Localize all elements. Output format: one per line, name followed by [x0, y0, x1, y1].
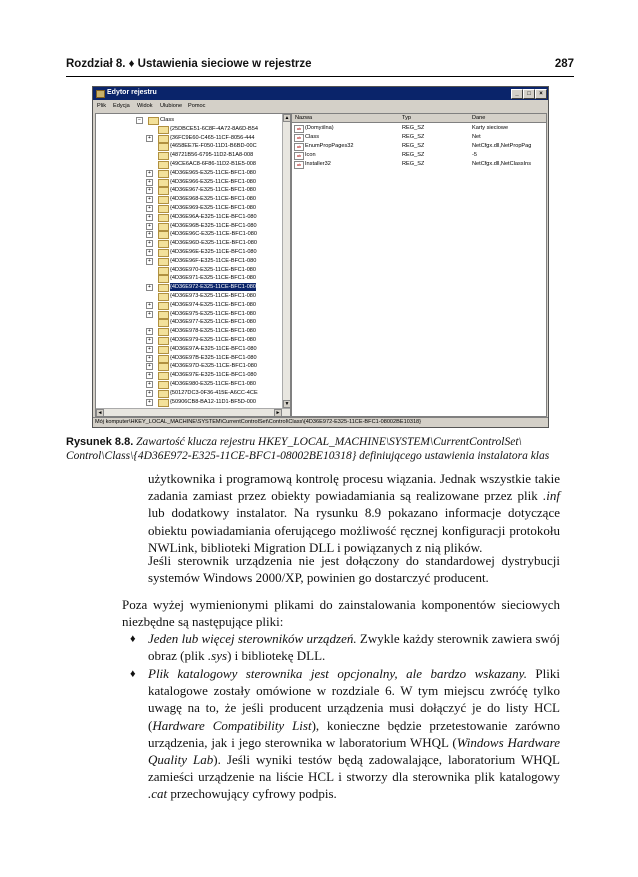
folder-icon [158, 355, 169, 363]
tree-item[interactable] [96, 239, 282, 247]
tree-item[interactable] [96, 248, 282, 256]
tree-item-label: {36FC9E60-C465-11CF-8056-444 [170, 134, 255, 141]
folder-icon [158, 319, 169, 327]
expand-icon[interactable]: + [146, 372, 153, 379]
string-value-icon: ab [294, 152, 304, 160]
folder-icon [158, 381, 169, 389]
tree-item-label: {4D36E967-E325-11CE-BFC1-080 [170, 187, 257, 194]
tree-item[interactable] [96, 318, 282, 326]
tree-item-label: {4D36E97D-E325-11CE-BFC1-080 [170, 363, 257, 370]
expand-icon[interactable]: + [146, 381, 153, 388]
expand-icon[interactable]: + [146, 328, 153, 335]
tree-item[interactable] [96, 345, 282, 353]
list-item[interactable]: ab (Domyślna) REG_SZ Karty sieciowe [292, 124, 546, 133]
tree-item[interactable] [96, 134, 282, 142]
expand-icon[interactable]: + [146, 337, 153, 344]
tree-item-label: {4D36E968-E325-11CE-BFC1-080 [170, 196, 257, 203]
tree-item[interactable] [96, 186, 282, 194]
scroll-right-icon[interactable]: ► [275, 410, 281, 416]
tree-item-label: {4D36E980-E325-11CE-BFC1-080 [170, 381, 257, 387]
column-name[interactable]: Nazwa [295, 115, 313, 121]
folder-icon [158, 196, 169, 204]
string-value-icon: ab [294, 125, 304, 133]
expand-icon[interactable]: + [146, 355, 153, 362]
folder-icon [158, 258, 169, 266]
expand-icon[interactable]: + [146, 223, 153, 230]
tree-item[interactable] [96, 362, 282, 370]
expand-icon[interactable]: + [146, 205, 153, 212]
string-value-icon: ab [294, 161, 304, 169]
expand-icon[interactable]: + [146, 363, 153, 370]
folder-icon [158, 240, 169, 248]
collapse-icon[interactable]: − [136, 117, 143, 124]
tree-item-label: {4D36E972-E325-11CE-BFC1-080 [170, 284, 257, 291]
folder-icon [158, 311, 169, 319]
folder-icon [158, 293, 169, 301]
tree-item-label: {4658EE7E-F050-11D1-B6BD-00C [170, 143, 257, 150]
tree-item-label: Class [160, 117, 174, 123]
tree-item[interactable] [96, 327, 282, 335]
tree-item-label: {49CE6AC8-6F86-11D2-B1E5-008 [170, 161, 257, 167]
expand-icon[interactable]: + [146, 196, 153, 203]
folder-icon [158, 187, 169, 195]
tree-item[interactable] [96, 222, 282, 230]
tree-item[interactable] [96, 336, 282, 344]
tree-item-label: {4D36E974-E325-11CE-BFC1-080 [170, 301, 257, 308]
tree-item-label: {4D36E977-E325-11CE-BFC1-080 [170, 319, 257, 326]
caption-line2: Control\Class\{4D36E972-E325-11CE-BFC1-08002BE10318} definiującego ustawienia instalatora klas [66, 449, 550, 462]
expand-icon[interactable]: + [146, 179, 153, 186]
tree-item[interactable] [96, 301, 282, 309]
tree-item-label: {50906CB8-BA12-11D1-BF5D-000 [170, 398, 257, 405]
folder-icon [158, 346, 169, 354]
folder-icon [158, 390, 169, 398]
folder-icon [158, 214, 169, 222]
caption-label: Rysunek 8.8. [66, 436, 134, 448]
expand-icon[interactable]: + [146, 258, 153, 265]
folder-icon [158, 328, 169, 336]
caption-line1: Zawartość klucza rejestru HKEY_LOCAL_MACHINE\SYSTEM\CurrentControlSet\ [136, 436, 522, 448]
folder-icon [158, 275, 169, 283]
tree-item[interactable] [96, 178, 282, 186]
tree-item[interactable] [96, 371, 282, 379]
registry-editor-window [92, 86, 549, 428]
expand-icon[interactable]: + [146, 311, 153, 318]
tree-item-label: {4D36E965-E325-11CE-BFC1-080 [170, 169, 257, 176]
tree-item[interactable] [96, 116, 282, 124]
bullet-2: Plik katalogowy sterownika jest opcjonalny, ale bardzo wskazany. Pliki katalogowe zostały omówione w rozdziale 6. W tym miejscu zwróćę tylko uwagę na to, że jeśli producent urządzenia musi dołączyć je do listy HCL (Hardware Compatibility List), konieczne będzie przetestowanie zarówno urządzenia, jak i jego sterownika w laboratorium WHQL (Windows Hardware Quality Lab). Jeśli wyniki testów będą zadowalające, laboratorium WHQL zamieści urządzenie na liście HCL i stworzy dla sterownika plik katalogowy .cat przechowujący cyfrowy podpis. [148, 666, 561, 802]
tree-item-label: {4D36E96B-E325-11CE-BFC1-080 [170, 222, 257, 229]
tree-item[interactable] [96, 354, 282, 362]
tree-item-label: {4D36E97B-E325-11CE-BFC1-080 [170, 354, 257, 361]
string-value-icon: ab [294, 134, 304, 142]
tree-item[interactable] [96, 160, 282, 168]
tree-item[interactable] [96, 398, 282, 406]
menu-view[interactable]: Widok [137, 103, 153, 109]
bullet-1: Jeden lub więcej sterowników urządzeń. Zwykle każdy sterownik zawiera swój obraz (plik .sys) i bibliotekę DLL. [148, 631, 560, 664]
folder-icon [158, 161, 169, 169]
column-type[interactable]: Typ [402, 115, 412, 121]
menu-favorites[interactable]: Ulubione [160, 103, 183, 109]
folder-icon [158, 179, 169, 187]
tree-item[interactable] [96, 142, 282, 150]
expand-icon[interactable]: + [146, 399, 153, 406]
title-bar [93, 87, 548, 100]
menu-file[interactable]: Plik [97, 103, 107, 109]
folder-icon [158, 231, 169, 239]
paragraph-3: Poza wyżej wymienionymi plikami do zainstalowania komponentów sieciowych niezbędne są następujące pliki: [122, 597, 560, 630]
paragraph-1: użytkownika i programową kontrolę procesu wiązania. Jednak wszystkie takie zadania zamiast przez obiekty powiadamiania są realizowane przez plik .inf lub dodatkowy instalator. Na rysunku 8.9 pokazano informacje dotyczące obiektu powiadamiania oferującego możliwość ręcznej konfiguracji protokołu NWLink, biblioteki Migration DLL i powiązanych z nią plików. [148, 471, 560, 555]
folder-icon [148, 117, 159, 125]
tree-item-label: {4D36E97E-E325-11CE-BFC1-080 [170, 372, 257, 379]
expand-icon[interactable]: + [146, 346, 153, 353]
status-bar [93, 417, 548, 427]
tree-item[interactable] [96, 380, 282, 388]
bullet-icon: ♦ [130, 668, 136, 680]
tree-item-label: {4D36E96E-E325-11CE-BFC1-080 [170, 249, 257, 255]
folder-icon [158, 126, 169, 134]
tree-item-label: {25DBCE51-6C8F-4A72-8A6D-B54 [170, 125, 258, 132]
tree-item-label: {4D36E96F-E325-11CE-BFC1-080 [170, 257, 257, 264]
folder-icon [158, 223, 169, 231]
folder-icon [158, 372, 169, 380]
tree-item-label: {4D36E96D-E325-11CE-BFC1-080 [170, 240, 257, 247]
folder-icon [158, 135, 169, 143]
values-list [291, 113, 547, 417]
folder-icon [158, 249, 169, 257]
list-item[interactable]: ab Class REG_SZ Net [292, 133, 546, 142]
tree-item[interactable] [96, 389, 282, 397]
expand-icon[interactable]: + [146, 214, 153, 221]
tree-item[interactable] [96, 125, 282, 133]
tree-item-label: {4D36E97A-E325-11CE-BFC1-080 [170, 345, 257, 352]
maximize-button[interactable]: □ [523, 89, 535, 99]
expand-icon[interactable]: + [146, 187, 153, 194]
status-path: Mój komputer\HKEY_LOCAL_MACHINE\SYSTEM\CurrentControlSet\Control\Class\{4D36E972-E325-11CE-BFC1-08002BE10318} [95, 419, 422, 425]
registry-tree[interactable] [95, 113, 291, 417]
string-value-icon: ab [294, 143, 304, 151]
tree-item-label: {4D36E979-E325-11CE-BFC1-080 [170, 337, 257, 343]
tree-item-label: {4D36E96C-E325-11CE-BFC1-080 [170, 231, 257, 238]
scroll-down-icon[interactable]: ▼ [284, 401, 290, 407]
tree-item[interactable] [96, 257, 282, 265]
bullet-icon: ♦ [130, 633, 136, 645]
tree-vertical-scrollbar[interactable] [282, 114, 290, 416]
tree-item[interactable] [96, 292, 282, 300]
menu-bar [93, 101, 548, 111]
chapter-title: Rozdział 8. ♦ Ustawienia sieciowe w rejestrze [66, 58, 312, 70]
tree-item[interactable] [96, 283, 282, 291]
tree-item[interactable] [96, 274, 282, 282]
tree-item[interactable] [96, 310, 282, 318]
running-header [66, 54, 574, 77]
tree-item-label: {4D36E970-E325-11CE-BFC1-080 [170, 266, 257, 273]
figure-caption [66, 436, 576, 463]
tree-item[interactable] [96, 266, 282, 274]
folder-icon [158, 170, 169, 178]
tree-item[interactable] [96, 230, 282, 238]
folder-icon [158, 152, 169, 160]
paragraph-2: Jeśli sterownik urządzenia nie jest dołączony do standardowej dystrybucji systemów Windows 2000/XP, powinien go dostarczyć producent. [148, 553, 560, 586]
expand-icon[interactable]: + [146, 240, 153, 247]
tree-item[interactable] [96, 169, 282, 177]
tree-item-label: {4D36E969-E325-11CE-BFC1-080 [170, 205, 257, 211]
expand-icon[interactable]: + [146, 390, 153, 397]
expand-icon[interactable]: + [146, 170, 153, 177]
close-button[interactable]: × [535, 89, 547, 99]
folder-icon [158, 143, 169, 151]
tree-item-label: {4D36E971-E325-11CE-BFC1-080 [170, 275, 257, 282]
tree-item-label: {48721B56-6795-11D2-B1A8-008 [170, 152, 254, 159]
expand-icon[interactable]: + [146, 231, 153, 238]
list-item[interactable]: ab EnumPropPages32 REG_SZ NetCfgx.dll,NetPropPag [292, 142, 546, 151]
list-header [292, 114, 546, 123]
column-data[interactable]: Dane [472, 115, 486, 121]
page-number: 287 [554, 58, 574, 70]
menu-edit[interactable]: Edycja [113, 103, 130, 109]
expand-icon[interactable]: + [146, 302, 153, 309]
scroll-left-icon[interactable]: ◄ [97, 410, 103, 416]
tree-item-label: {4D36E978-E325-11CE-BFC1-080 [170, 328, 257, 335]
list-item[interactable]: ab Icon REG_SZ -5 [292, 151, 546, 160]
tree-item[interactable] [96, 204, 282, 212]
folder-icon [158, 302, 169, 310]
window-title: Edytor rejestru [107, 89, 157, 96]
tree-item-label: {4D36E973-E325-11CE-BFC1-080 [170, 293, 257, 299]
tree-item[interactable] [96, 195, 282, 203]
tree-item-label: {50127DC3-0F36-415E-A6CC-4CE [170, 389, 258, 396]
tree-item[interactable] [96, 213, 282, 221]
folder-icon [158, 363, 169, 371]
menu-help[interactable]: Pomoc [188, 103, 206, 109]
tree-item-label: {4D36E966-E325-11CE-BFC1-080 [170, 178, 257, 185]
tree-item-label: {4D36E96A-E325-11CE-BFC1-080 [170, 213, 257, 220]
expand-icon[interactable]: + [146, 284, 153, 291]
folder-icon [158, 284, 169, 292]
tree-item-label: {4D36E975-E325-11CE-BFC1-080 [170, 310, 257, 317]
folder-icon [158, 267, 169, 275]
folder-icon [158, 205, 169, 213]
expand-icon[interactable]: + [146, 135, 153, 142]
folder-icon [158, 337, 169, 345]
folder-icon [158, 399, 169, 407]
list-item[interactable]: ab Installer32 REG_SZ NetCfgx.dll,NetClassIns [292, 160, 546, 169]
tree-item[interactable] [96, 151, 282, 159]
minimize-button[interactable]: _ [511, 89, 523, 99]
scroll-up-icon[interactable]: ▲ [284, 115, 290, 121]
regedit-icon [96, 90, 105, 98]
tree-horizontal-scrollbar[interactable] [96, 408, 290, 416]
expand-icon[interactable]: + [146, 249, 153, 256]
